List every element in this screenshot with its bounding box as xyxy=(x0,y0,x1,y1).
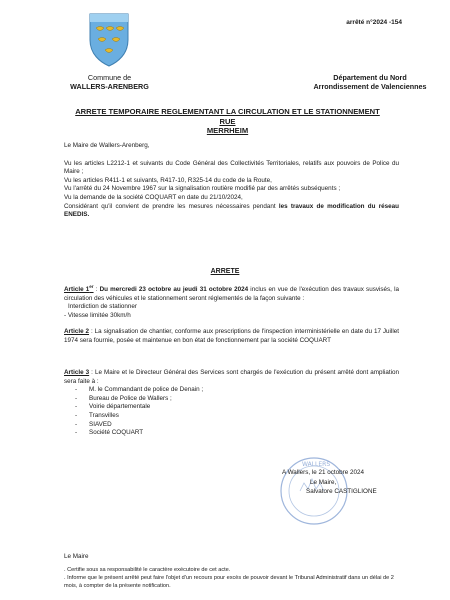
list-item: - M. le Commandant de police de Denain ; xyxy=(75,386,204,394)
article-1-colon: : xyxy=(93,286,100,294)
signature-role: Le Maire, xyxy=(310,478,337,486)
article-1-body: inclus en vue de l'exécution des travaux susvisés, la circulation des véhicules et le stationnement seront réglementés de la façon suivante : xyxy=(64,286,399,302)
vu-line-4: Vu la demande de la société COQUART en date du 21/10/2024, xyxy=(64,193,243,201)
coat-of-arms-icon xyxy=(84,10,134,68)
signature-block xyxy=(282,468,377,497)
list-item: - SIAVED xyxy=(75,420,112,428)
title-line-2: MERRHEIM xyxy=(206,126,249,135)
considerant-bold: les travaux de modification du réseau ENEDIS. xyxy=(64,202,400,219)
article-1-text xyxy=(64,283,399,303)
recipient-text: Bureau de Police de Wallers ; xyxy=(89,394,172,402)
document-title xyxy=(70,107,385,136)
article-1-item-2: - Vitesse limitée 30km/h xyxy=(64,311,131,319)
recipient-text: Transvilles xyxy=(89,411,119,419)
arrondissement-name: Arrondissement de Valenciennes xyxy=(313,82,427,91)
recipient-list xyxy=(64,386,399,438)
article-1-label xyxy=(64,286,94,293)
vu-line-2: Vu les articles R411-1 et suivants, R417-10, R325-14 du code de la Route, xyxy=(64,176,272,184)
footer-maire: Le Maire xyxy=(64,553,89,560)
article-2-body: : La signalisation de chantier, conforme aux prescriptions de l'inspection interministérielle en date du 17 Juillet 1974 sera fournie, posée et maintenue en bon état de fonctionnement par la société COQUART xyxy=(64,328,399,344)
arrete-reference: arrêté n°2024 -154 xyxy=(346,19,402,26)
maire-heading: Le Maire de Wallers-Arenberg, xyxy=(64,142,150,149)
footer-line-2: . Informe que le présent arrêté peut faire l'objet d'un recours pour excès de pouvoir devant le Tribunal Administratif dans un délai de 2 mois, à compter de la présente notification. xyxy=(64,575,394,589)
stamp-text: WALLERS xyxy=(302,461,331,468)
article-3-body: : Le Maire et le Directeur Général des Services sont chargés de l'exécution du présent arrêté dont ampliation sera faite à : xyxy=(64,369,399,385)
article-2 xyxy=(64,328,399,345)
article-1-sup: er xyxy=(89,284,94,289)
article-2-label: Article 2 xyxy=(64,328,90,335)
list-item: - Transvilles xyxy=(75,411,119,419)
list-item: - Bureau de Police de Wallers ; xyxy=(75,394,172,402)
recipient-text: Société COQUART xyxy=(89,429,144,437)
department-block xyxy=(300,73,440,91)
signature-place-date: A Wallers, le 21 octobre 2024 xyxy=(282,469,365,476)
recipient-text: Voirie départementale xyxy=(89,403,151,411)
commune-block xyxy=(62,73,157,91)
arrete-heading: ARRETE xyxy=(210,268,240,275)
spacer xyxy=(64,151,399,160)
preamble xyxy=(64,142,399,220)
considerant-text: Considérant qu'il convient de prendre les mesures nécessaires pendant xyxy=(64,202,276,210)
article-3 xyxy=(64,369,399,438)
list-item: - Société COQUART xyxy=(75,429,144,437)
article-1-label-text: Article 1 xyxy=(64,286,90,294)
article-3-label: Article 3 xyxy=(64,369,90,376)
recipient-text: M. le Commandant de police de Denain ; xyxy=(89,386,204,394)
article-1 xyxy=(64,283,399,320)
article-1-item-1: Interdiction de stationner xyxy=(68,303,137,311)
vu-line-3: Vu l'arrêté du 24 Novembre 1967 sur la signalisation routière modifié par des arrêtés subséquents ; xyxy=(64,185,341,193)
signature-name: Salvatore CASTIGLIONE xyxy=(306,488,377,495)
footer-line-1: . Certifie sous sa responsabilité le caractère exécutoire de cet acte. xyxy=(64,567,231,573)
title-line-1: ARRETE TEMPORAIRE REGLEMENTANT LA CIRCULATION ET LE STATIONNEMENT RUE xyxy=(75,107,380,126)
vu-line-1: Vu les articles L2212-1 et suivants du Code Général des Collectivités Territoriales, relatifs aux pouvoirs de Police du Maire ; xyxy=(64,159,399,176)
article-3-text xyxy=(64,369,399,386)
list-item: - Voirie départementale xyxy=(75,403,151,411)
commune-label: Commune de xyxy=(87,73,132,82)
commune-name: WALLERS-ARENBERG xyxy=(70,82,149,91)
considerant-line xyxy=(64,203,399,220)
footer-notes xyxy=(64,566,404,590)
recipient-text: SIAVED xyxy=(89,420,112,428)
article-1-dates: Du mercredi 23 octobre au jeudi 31 octobre 2024 xyxy=(99,286,249,294)
department-name: Département du Nord xyxy=(333,73,407,82)
